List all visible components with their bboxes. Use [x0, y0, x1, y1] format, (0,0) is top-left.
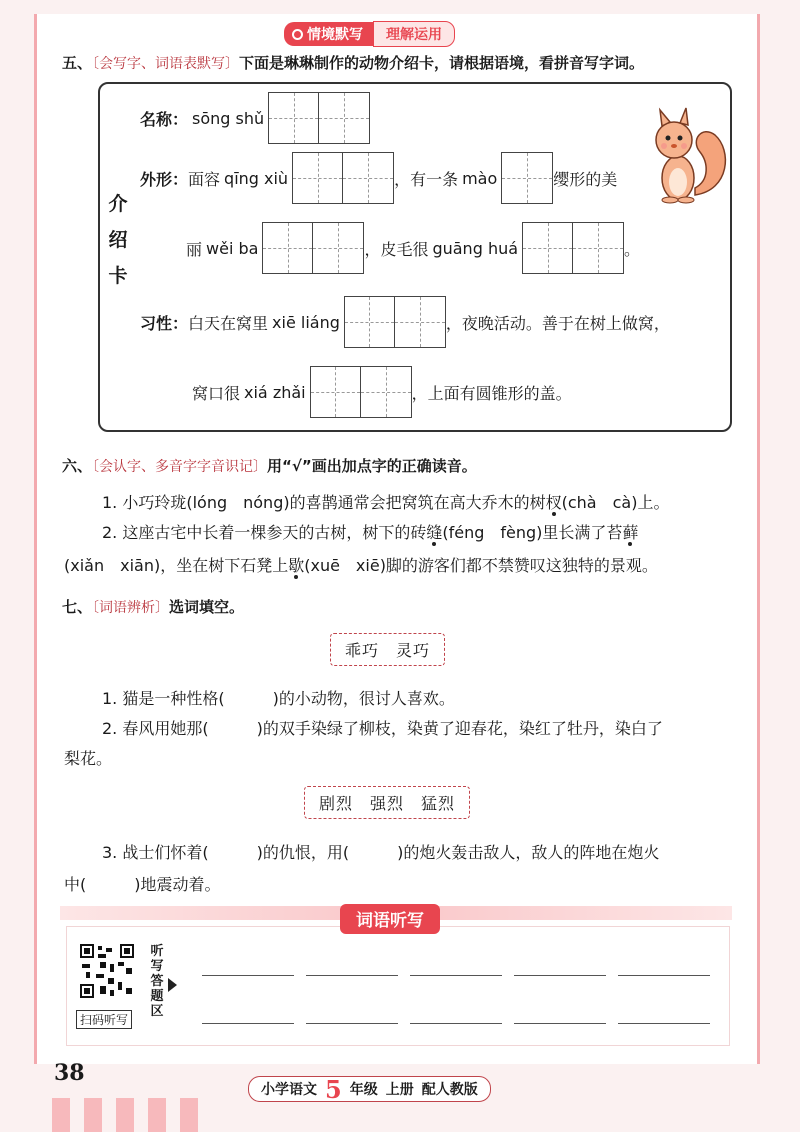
dictation-side-label: 听 写 答 题 区 — [150, 944, 164, 1019]
answer-grid[interactable] — [501, 152, 553, 204]
squirrel-icon — [640, 100, 730, 210]
target-icon — [292, 29, 303, 40]
q6-tag: 〔会认字、多音字字音识记〕 — [92, 459, 268, 475]
habit-line-1: 习性： 白天在窝里 xiē liáng ，夜晚活动。善于在树上做窝， — [140, 296, 670, 348]
answer-line[interactable] — [618, 975, 710, 976]
q6-sentence-2a: 2. 这座古宅中长着一棵参天的古树，树下的砖缝(féng fèng)里长满了苔藓 — [102, 523, 639, 542]
qr-label: 扫码听写 — [76, 1010, 132, 1029]
q6-heading: 六、〔会认字、多音字字音识记〕用“√”画出加点字的正确读音。 — [62, 457, 477, 475]
answer-line[interactable] — [306, 1023, 398, 1024]
q7-sentence-3b: 中( )地震动着。 — [64, 875, 221, 894]
qr-code-icon[interactable] — [80, 944, 134, 998]
q7-sentence-2b: 梨花。 — [64, 749, 113, 768]
q7-sentence-3a: 3. 战士们怀着( )的仇恨，用( )的炮火轰击敌人，敌人的阵地在炮火 — [102, 843, 660, 862]
decorative-stripes — [52, 1098, 198, 1132]
answer-grid[interactable] — [310, 366, 412, 418]
word-choice-box-1: 乖巧 灵巧 — [330, 633, 445, 666]
answer-line[interactable] — [202, 975, 294, 976]
answer-grid[interactable] — [344, 296, 446, 348]
q5-heading: 五、〔会写字、词语表默写〕下面是琳琳制作的动物介绍卡，请根据语境，看拼音写字词。 — [62, 54, 645, 72]
q7-sentence-2a: 2. 春风用她那( )的双手染绿了柳枝，染黄了迎春花，染红了牡丹，染白了 — [102, 719, 663, 738]
dictation-title: 词语听写 — [340, 904, 440, 934]
book-footer: 小学语文 5 年级 上册 配人教版 — [248, 1076, 491, 1102]
answer-line[interactable] — [306, 975, 398, 976]
answer-line[interactable] — [618, 1023, 710, 1024]
answer-grid[interactable] — [268, 92, 370, 144]
tab-active: 情境默写 — [284, 22, 373, 46]
q7-heading: 七、〔词语辨析〕选词填空。 — [62, 598, 245, 616]
q6-sentence-1: 1. 小巧玲珑(lóng nóng)的喜鹊通常会把窝筑在高大乔木的树杈(chà cà)上。 — [102, 493, 670, 512]
answer-grid[interactable] — [292, 152, 394, 204]
name-line: 名称： sōng shǔ — [140, 92, 370, 144]
answer-line[interactable] — [410, 975, 502, 976]
q5-tag: 〔会写字、词语表默写〕 — [92, 56, 240, 72]
answer-line[interactable] — [514, 975, 606, 976]
answer-line[interactable] — [410, 1023, 502, 1024]
arrow-right-icon — [168, 978, 177, 992]
answer-line[interactable] — [202, 1023, 294, 1024]
answer-grid[interactable] — [522, 222, 624, 274]
word-choice-box-2: 剧烈 强烈 猛烈 — [304, 786, 470, 819]
habit-line-2: 窝口很 xiá zhǎi ，上面有圆锥形的盖。 — [192, 366, 572, 418]
answer-grid[interactable] — [262, 222, 364, 274]
q7-sentence-1: 1. 猫是一种性格( )的小动物，很讨人喜欢。 — [102, 689, 455, 708]
answer-line[interactable] — [514, 1023, 606, 1024]
tab-other: 理解运用 — [373, 21, 455, 47]
q7-tag: 〔词语辨析〕 — [92, 600, 170, 616]
page-number: 38 — [54, 1060, 85, 1086]
card-title: 介 绍 卡 — [108, 193, 128, 287]
look-line-2: 丽 wěi ba ，皮毛很 guāng huá 。 — [186, 222, 640, 274]
section-tab — [284, 22, 455, 46]
q6-sentence-2b: (xiǎn xiān)，坐在树下石凳上歇(xuē xiē)脚的游客们都不禁赞叹这独特的景观。 — [64, 556, 658, 575]
look-line-1: 外形： 面容 qīng xiù ，有一条 mào 缨形的美 — [140, 152, 617, 204]
